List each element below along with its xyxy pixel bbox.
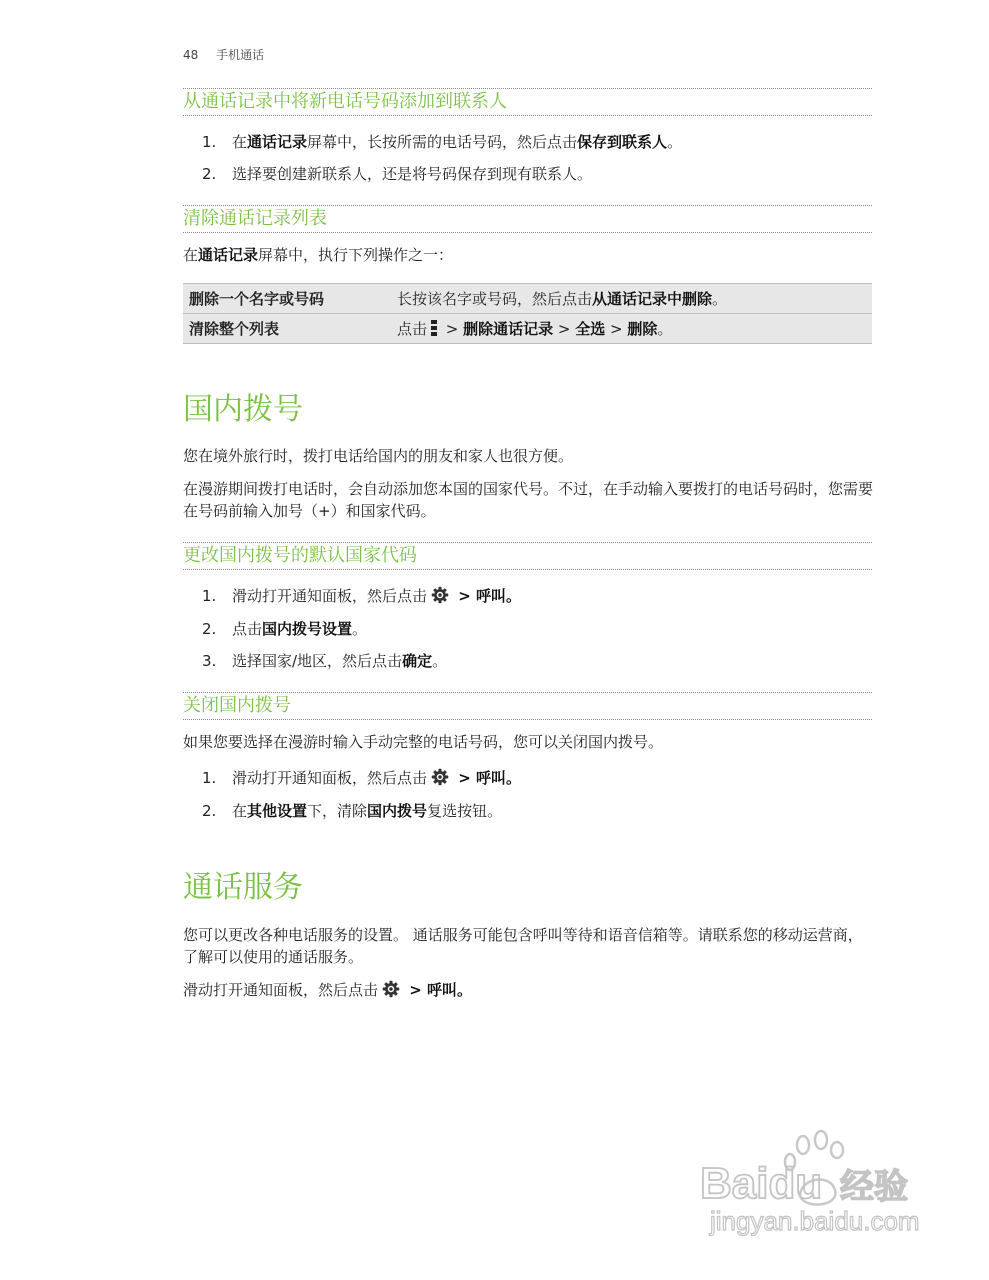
paragraph: 滑动打开通知面板，然后点击 > 呼叫。 <box>183 981 473 999</box>
section-intro: 如果您要选择在漫游时输入手动完整的电话号码，您可以关闭国内拨号。 <box>183 733 664 751</box>
page-header <box>183 46 264 63</box>
table-cell-description: 长按该名字或号码，然后点击从通话记录中删除。 <box>391 284 872 314</box>
section-title-default-country-code: 更改国内拨号的默认国家代码 <box>183 542 872 570</box>
gear-icon <box>382 980 400 998</box>
table-cell-action: 清除整个列表 <box>183 314 391 344</box>
section-title-add-to-contacts: 从通话记录中将新电话号码添加到联系人 <box>183 88 872 116</box>
list-item: 1. 滑动打开通知面板，然后点击 > 呼叫。 <box>202 769 522 787</box>
gear-icon <box>431 586 449 604</box>
list-item: 2. 点击国内拨号设置。 <box>202 620 368 638</box>
list-item: 1. 滑动打开通知面板，然后点击 > 呼叫。 <box>202 587 522 605</box>
heading-domestic-dialing: 国内拨号 <box>183 392 303 427</box>
page-number: 48 <box>183 48 199 62</box>
watermark-brand-cn: 经验 <box>840 1167 908 1207</box>
heading-call-services: 通话服务 <box>183 870 303 905</box>
list-item: 3. 选择国家/地区，然后点击确定。 <box>202 652 448 670</box>
list-item: 2. 在其他设置下，清除国内拨号复选按钮。 <box>202 802 503 820</box>
chapter-title: 手机通话 <box>216 48 265 62</box>
paragraph: 您可以更改各种电话服务的设置。 通话服务可能包含呼叫等待和语音信箱等。请联系您的移动运营商，了解可以使用的通话服务。 <box>183 926 863 966</box>
list-item: 2. 选择要创建新联系人，还是将号码保存到现有联系人。 <box>202 165 593 183</box>
section-title-clear-call-history: 清除通话记录列表 <box>183 205 872 233</box>
table-row <box>183 284 872 314</box>
watermark-url: jingyan.baidu.com <box>710 1206 920 1236</box>
table-cell-description: 点击 > 删除通话记录 > 全选 > 删除。 <box>391 314 872 344</box>
baidu-watermark-logo <box>700 1128 940 1238</box>
paragraph: 在漫游期间拨打电话时，会自动添加您本国的国家代号。不过，在手动输入要拨打的电话号码时，您需要在号码前输入加号（+）和国家代码。 <box>183 480 874 520</box>
section-title-disable-domestic-dialing: 关闭国内拨号 <box>183 692 872 720</box>
table-row <box>183 314 872 344</box>
overflow-menu-icon <box>431 320 437 336</box>
table-cell-action: 删除一个名字或号码 <box>183 284 391 314</box>
list-item: 1. 在通话记录屏幕中，长按所需的电话号码，然后点击保存到联系人。 <box>202 133 683 151</box>
watermark-brand: Baidu <box>700 1159 823 1208</box>
paragraph: 您在境外旅行时，拨打电话给国内的朋友和家人也很方便。 <box>183 447 574 465</box>
gear-icon <box>431 768 449 786</box>
section-intro: 在通话记录屏幕中，执行下列操作之一： <box>183 246 454 264</box>
clear-options-table <box>183 283 872 344</box>
